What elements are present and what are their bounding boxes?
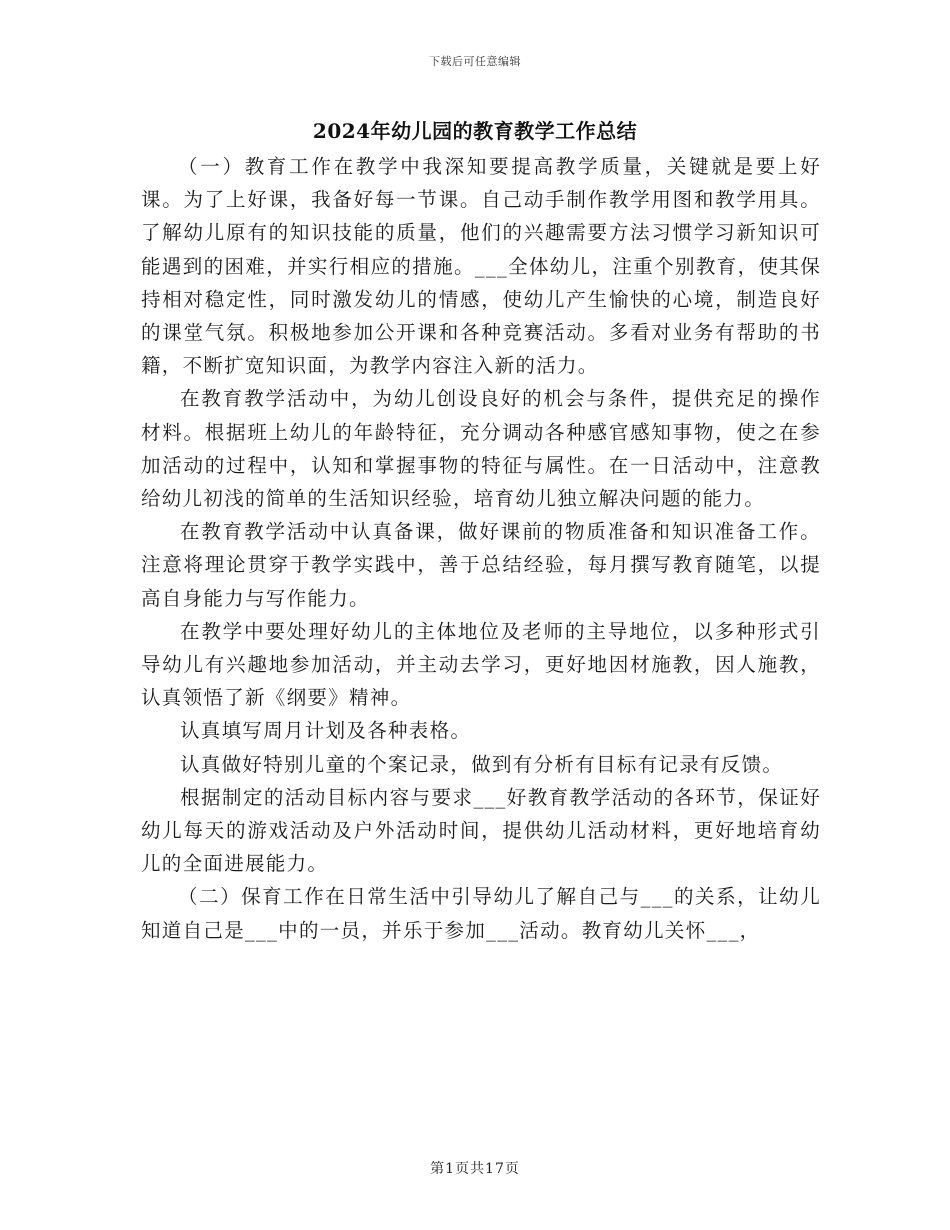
paragraph-teaching-roles: 在教学中要处理好幼儿的主体地位及老师的主导地位，以多种形式引导幼儿有兴趣地参加活动，并主动去学习，更好地因材施教，因人施教，认真领悟了新《纲要》精神。 xyxy=(141,619,821,710)
page-number-footer: 第1页共17页 xyxy=(430,1161,520,1177)
paragraph-education-work: （一）教育工作在教学中我深知要提高教学质量，关键就是要上好课。为了上好课，我备好每一节课。自己动手制作教学用图和教学用具。了解幼儿原有的知识技能的质量，他们的兴趣需要方法习惯学习新知识可能遇到的困难，并实行相应的措施。___全体幼儿，注重个别教育，使其保持相对稳定性，同时激发幼儿的情感，使幼儿产生愉快的心境，制造良好的课堂气氛。积极地参加公开课和各种竞赛活动。多看对业务有帮助的书籍，不断扩宽知识面，为教学内容注入新的活力。 xyxy=(141,155,821,378)
paragraph-activity-goals: 根据制定的活动目标内容与要求___好教育教学活动的各环节，保证好幼儿每天的游戏活动及户外活动时间，提供幼儿活动材料，更好地培育幼儿的全面进展能力。 xyxy=(141,785,821,876)
paragraph-lesson-preparation: 在教育教学活动中认真备课，做好课前的物质准备和知识准备工作。注意将理论贯穿于教学实践中，善于总结经验，每月撰写教育随笔，以提高自身能力与写作能力。 xyxy=(141,520,821,610)
paragraph-activity-conditions: 在教育教学活动中，为幼儿创设良好的机会与条件，提供充足的操作材料。根据班上幼儿的年龄特征，充分调动各种感官感知事物，使之在参加活动的过程中，认知和掌握事物的特征与属性。在一日活动中，注意教给幼儿初浅的简单的生活知识经验，培育幼儿独立解决问题的能力。 xyxy=(141,387,821,511)
document-body xyxy=(141,150,821,947)
page-header-note: 下载后可任意编辑 xyxy=(429,55,521,68)
paragraph-weekly-plans: 认真填写周月计划及各种表格。 xyxy=(180,719,472,743)
document-title: 2024年幼儿园的教育教学工作总结 xyxy=(312,119,638,143)
paragraph-care-work: （二）保育工作在日常生活中引导幼儿了解自己与___的关系，让幼儿知道自己是___中的一员，并乐于参加___活动。教育幼儿关怀___， xyxy=(141,885,821,942)
paragraph-case-records: 认真做好特别儿童的个案记录，做到有分析有目标有记录有反馈。 xyxy=(180,752,784,776)
